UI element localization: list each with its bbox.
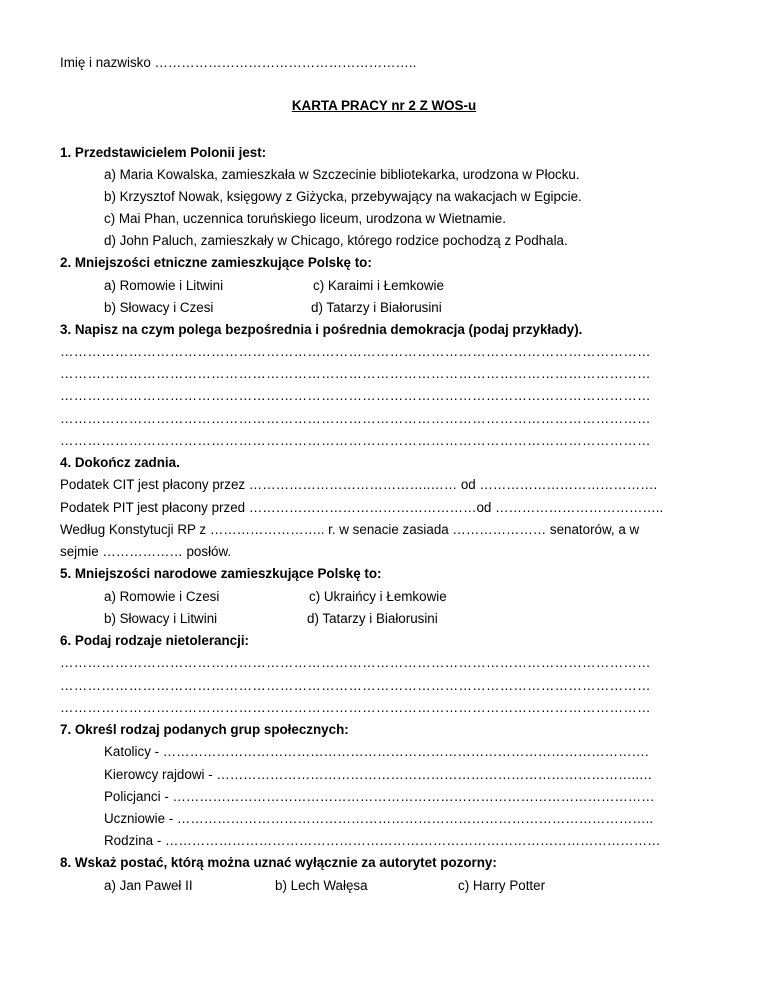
name-line: Imię i nazwisko …………………………………………………..: [60, 55, 417, 70]
answer-line: …………………………………………………………………………………………………………………: [60, 433, 651, 448]
q2-option-b: b) Słowacy i Czesi: [104, 300, 214, 315]
q6-heading: 6. Podaj rodzaje nietolerancji:: [60, 633, 250, 648]
q7-item-uczniowie: Uczniowie - ……………………………………………………………………………………………..: [104, 811, 654, 826]
answer-line: …………………………………………………………………………………………………………………: [60, 700, 651, 715]
q1-option-b: b) Krzysztof Nowak, księgowy z Giżycka, przebywający na wakacjach w Egipcie.: [104, 189, 582, 204]
page-title: KARTA PRACY nr 2 Z WOS-u: [291, 98, 477, 113]
q5-option-a: a) Romowie i Czesi: [104, 589, 220, 604]
q4-heading: 4. Dokończ zadnia.: [60, 455, 180, 470]
answer-line: …………………………………………………………………………………………………………………: [60, 411, 651, 426]
q1-heading: 1. Przedstawicielem Polonii jest:: [60, 145, 267, 160]
q4-line-sejm: sejmie ……………… posłów.: [60, 544, 232, 559]
q7-item-kierowcy: Kierowcy rajdowi - …………………………………………………………………………………..…: [104, 767, 653, 782]
q4-line-constitution: Według Konstytucji RP z …………………….. r. w senacie zasiada ………………… senatorów, a w: [60, 522, 640, 537]
q5-heading: 5. Mniejszości narodowe zamieszkujące Polskę to:: [60, 566, 382, 581]
q8-option-c: c) Harry Potter: [458, 878, 546, 893]
q5-option-c: c) Ukraińcy i Łemkowie: [309, 589, 447, 604]
q1-option-c: c) Mai Phan, uczennica toruńskiego liceum, urodzona w Wietnamie.: [104, 211, 506, 226]
q1-option-d: d) John Paluch, zamieszkały w Chicago, którego rodzice pochodzą z Podhala.: [104, 233, 568, 248]
q8-option-a: a) Jan Paweł II: [104, 878, 193, 893]
q5-option-d: d) Tatarzy i Białorusini: [307, 611, 438, 626]
q8-heading: 8. Wskaż postać, którą można uznać wyłącznie za autorytet pozorny:: [60, 855, 497, 870]
q2-option-a: a) Romowie i Litwini: [104, 278, 224, 293]
q7-item-policjanci: Policjanci - ………………………………………………………………………………………………: [104, 789, 655, 804]
q7-item-rodzina: Rodzina - …………………………………………………………………………………………………: [104, 833, 661, 848]
answer-line: …………………………………………………………………………………………………………………: [60, 388, 651, 403]
q7-heading: 7. Określ rodzaj podanych grup społecznych:: [60, 722, 349, 737]
q3-heading: 3. Napisz na czym polega bezpośrednia i pośrednia demokracja (podaj przykłady).: [60, 322, 583, 337]
q4-line-pit: Podatek PIT jest płacony przed ……………………………………………od ………………………………..: [60, 500, 664, 515]
q2-heading: 2. Mniejszości etniczne zamieszkujące Polskę to:: [60, 255, 372, 270]
q2-option-d: d) Tatarzy i Białorusini: [311, 300, 442, 315]
q1-option-a: a) Maria Kowalska, zamieszkała w Szczecinie bibliotekarka, urodzona w Płocku.: [104, 167, 580, 182]
q4-line-cit: Podatek CIT jest płacony przez …………………………………..…… od ………………………………….: [60, 477, 658, 492]
answer-line: …………………………………………………………………………………………………………………: [60, 366, 651, 381]
q2-option-c: c) Karaimi i Łemkowie: [313, 278, 444, 293]
q7-item-katolicy: Katolicy - ……………………………………………………………………………………………….: [104, 744, 649, 759]
answer-line: …………………………………………………………………………………………………………………: [60, 344, 651, 359]
q8-option-b: b) Lech Wałęsa: [275, 878, 368, 893]
answer-line: …………………………………………………………………………………………………………………: [60, 678, 651, 693]
answer-line: …………………………………………………………………………………………………………………: [60, 655, 651, 670]
q5-option-b: b) Słowacy i Litwini: [104, 611, 218, 626]
